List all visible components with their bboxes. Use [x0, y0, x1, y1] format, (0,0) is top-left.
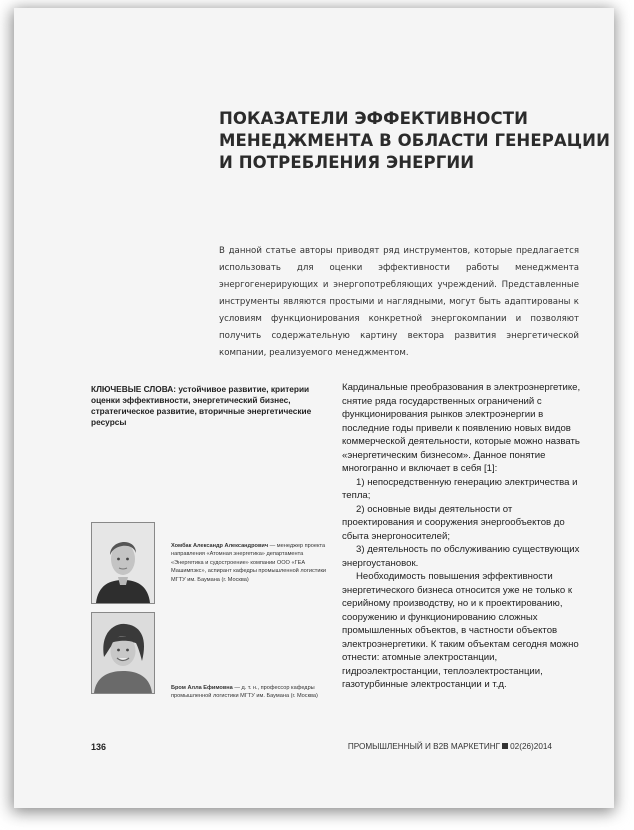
title-line: МЕНЕДЖМЕНТА В ОБЛАСТИ ГЕНЕРАЦИИ [219, 131, 611, 150]
journal-footer [348, 742, 552, 751]
title-line: ПОКАЗАТЕЛИ ЭФФЕКТИВНОСТИ [219, 109, 529, 128]
author-info [171, 542, 333, 584]
author-photo [91, 522, 155, 604]
article-title [219, 108, 611, 174]
author-photo [91, 612, 155, 694]
square-separator-icon [502, 743, 508, 749]
body-paragraph: Необходимость повышения эффективности энергетического бизнеса относится уже не только к серийному производству, но и к проектированию, сооружению и функционированию сложных промышленных объектов, в частности объектов электроэнергетики. К таким объектам сегодня можно отнести: атомные электростанции, гидроэлектростанции, теплоэлектростанции, газотурбинные электростанции и т.д. [342, 571, 579, 690]
keywords-block [91, 384, 331, 428]
journal-issue: 02(26)2014 [510, 742, 552, 751]
journal-name: ПРОМЫШЛЕННЫЙ И B2B МАРКЕТИНГ [347, 742, 501, 751]
body-paragraph: Кардинальные преобразования в электроэнергетике, снятие ряда государственных ограничений с функционирования рынков электроэнергии в последние годы привели к появлению новых видов коммерческой деятельности, которые можно назвать «энергетическим бизнесом». Данное понятие многогранно и включает в себя [1]: [342, 382, 581, 474]
author-card [91, 522, 333, 610]
author-portrait-icon [92, 613, 154, 693]
keywords-label: КЛЮЧЕВЫЕ СЛОВА: [91, 384, 177, 394]
author-name: Бром Алла Ефимовна [171, 685, 233, 691]
author-name: Хомбак Александр Александрович [171, 543, 269, 549]
title-line: И ПОТРЕБЛЕНИЯ ЭНЕРГИИ [219, 153, 475, 172]
article-body [342, 381, 586, 692]
list-item: 1) непосредственную генерацию электричества и тепла; [342, 476, 578, 501]
author-portrait-icon [92, 523, 154, 603]
author-card [91, 612, 333, 700]
list-item: 2) основные виды деятельности от проектирования и сооружения энергообъектов до сбыта энергоносителей; [342, 503, 565, 542]
author-description: — д. т. н., профессор кафедры промышленной логистики МГТУ им. Баумана (г. Москва) [171, 685, 318, 700]
author-info [171, 684, 333, 701]
list-item: 3) деятельность по обслуживанию существующих энергоустановок. [342, 544, 580, 569]
page-number: 136 [91, 742, 107, 752]
article-abstract: В данной статье авторы приводят ряд инструментов, которые предлагается использовать для оценки эффективности работы менеджмента энергогенерирующих и энергопотребляющих учреждений. Представленные инструменты являются простыми и наглядными, могут быть адаптированы к условиям функционирования конкретной энергокомпании и позволяют получить содержательную картину вектора развития энергетической компании, реализуемого менеджментом. [219, 246, 579, 358]
keywords-text: устойчивое развитие, критерии оценки эффективности, энергетический бизнес, стратегическое развитие, вторичные энергетические ресурсы [91, 384, 312, 427]
magazine-page [14, 8, 614, 808]
author-description: — менеджер проекта направления «Атомная энергетика» департамента «Энергетика и судостроение» компании ООО «ГЕА Машимпэкс», аспирант кафедры промышленной логистики МГТУ им. Баумана (г. Москва) [171, 543, 327, 583]
